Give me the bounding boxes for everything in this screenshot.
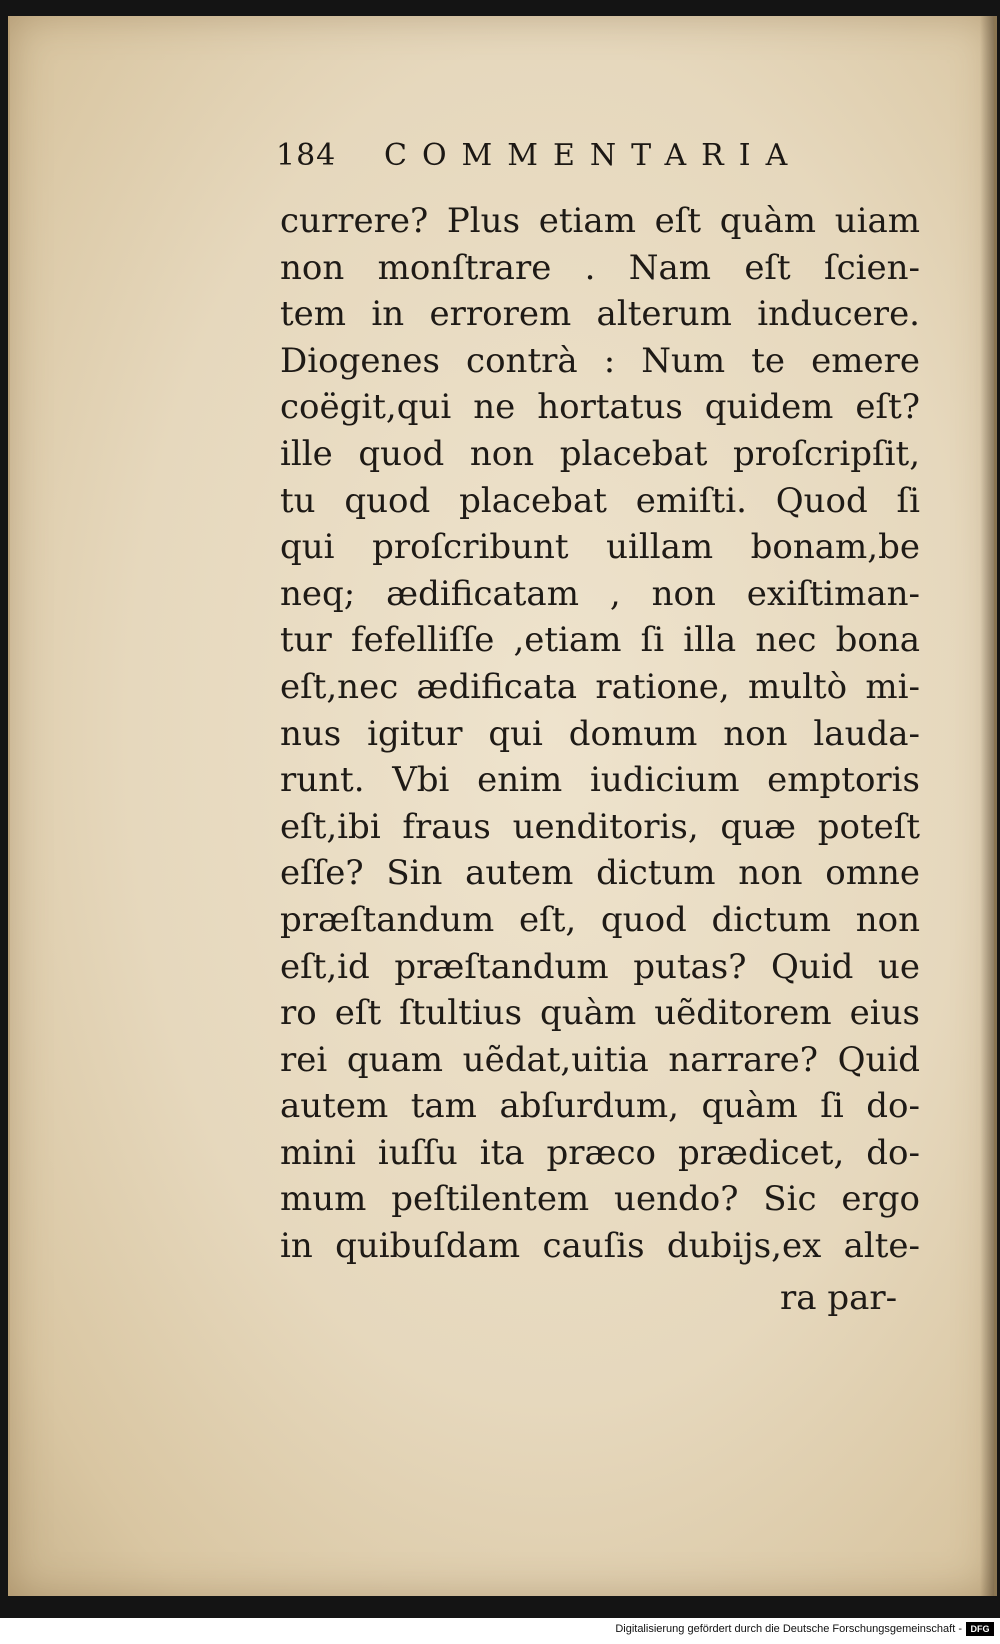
text-line: eſt,ibi fraus uenditoris, quæ poteſt: [280, 806, 920, 847]
text-line: coëgit,qui ne hortatus quidem eſt?: [280, 387, 920, 428]
text-line: mini iuſſu ita præco prædicet, do-: [280, 1132, 920, 1173]
running-title: COMMENTARIA: [384, 138, 803, 173]
page-number: 184: [276, 138, 337, 173]
text-line: qui proſcribunt uillam bonam,be: [280, 527, 920, 568]
text-line: ro eſt ſtultius quàm uẽditorem eius: [280, 993, 920, 1034]
text-line: nus igitur qui domum non lauda-: [280, 713, 920, 754]
text-line: in quibuſdam cauſis dubijs,ex alte-: [280, 1226, 920, 1267]
footer-bar: [0, 1618, 1000, 1644]
text-line: currere? Plus etiam eſt quàm uiam: [280, 201, 920, 241]
text-line: Diogenes contrà : Num te emere: [280, 340, 920, 381]
text-line: præſtandum eſt, quod dictum non: [280, 899, 920, 940]
text-line: eſt,id præſtandum putas? Quid ue: [280, 946, 920, 987]
text-line: mum peſtilentem uendo? Sic ergo: [280, 1179, 920, 1220]
text-line: tur fefelliſſe ,etiam ſi illa nec bona: [280, 620, 920, 661]
body-text: [280, 198, 920, 1270]
text-line: non monſtrare . Nam eſt ſcien-: [280, 247, 920, 288]
text-line: ille quod non placebat proſcripſit,: [280, 433, 920, 474]
text-line: eſt,nec ædificata ratione, multò mi-: [280, 666, 920, 707]
page-header: [276, 138, 836, 178]
text-line: tem in errorem alterum inducere.: [280, 294, 920, 335]
text-line: rei quam uẽdat,uitia narrare? Quid: [280, 1039, 920, 1080]
text-line: autem tam abſurdum, quàm ſi do-: [280, 1086, 920, 1127]
dfg-logo-icon: DFG: [966, 1622, 994, 1636]
text-line: eſſe? Sin autem dictum non omne: [280, 853, 920, 894]
catchword: ra par-: [780, 1278, 898, 1318]
funding-credit: Digitalisierung gefördert durch die Deutsche Forschungsgemeinschaft -: [615, 1623, 962, 1635]
text-line: neq; ædificatam , non exiſtiman-: [280, 573, 920, 614]
text-line: tu quod placebat emiſti. Quod ſi: [280, 480, 920, 521]
text-line: runt. Vbi enim iudicium emptoris: [280, 760, 920, 801]
